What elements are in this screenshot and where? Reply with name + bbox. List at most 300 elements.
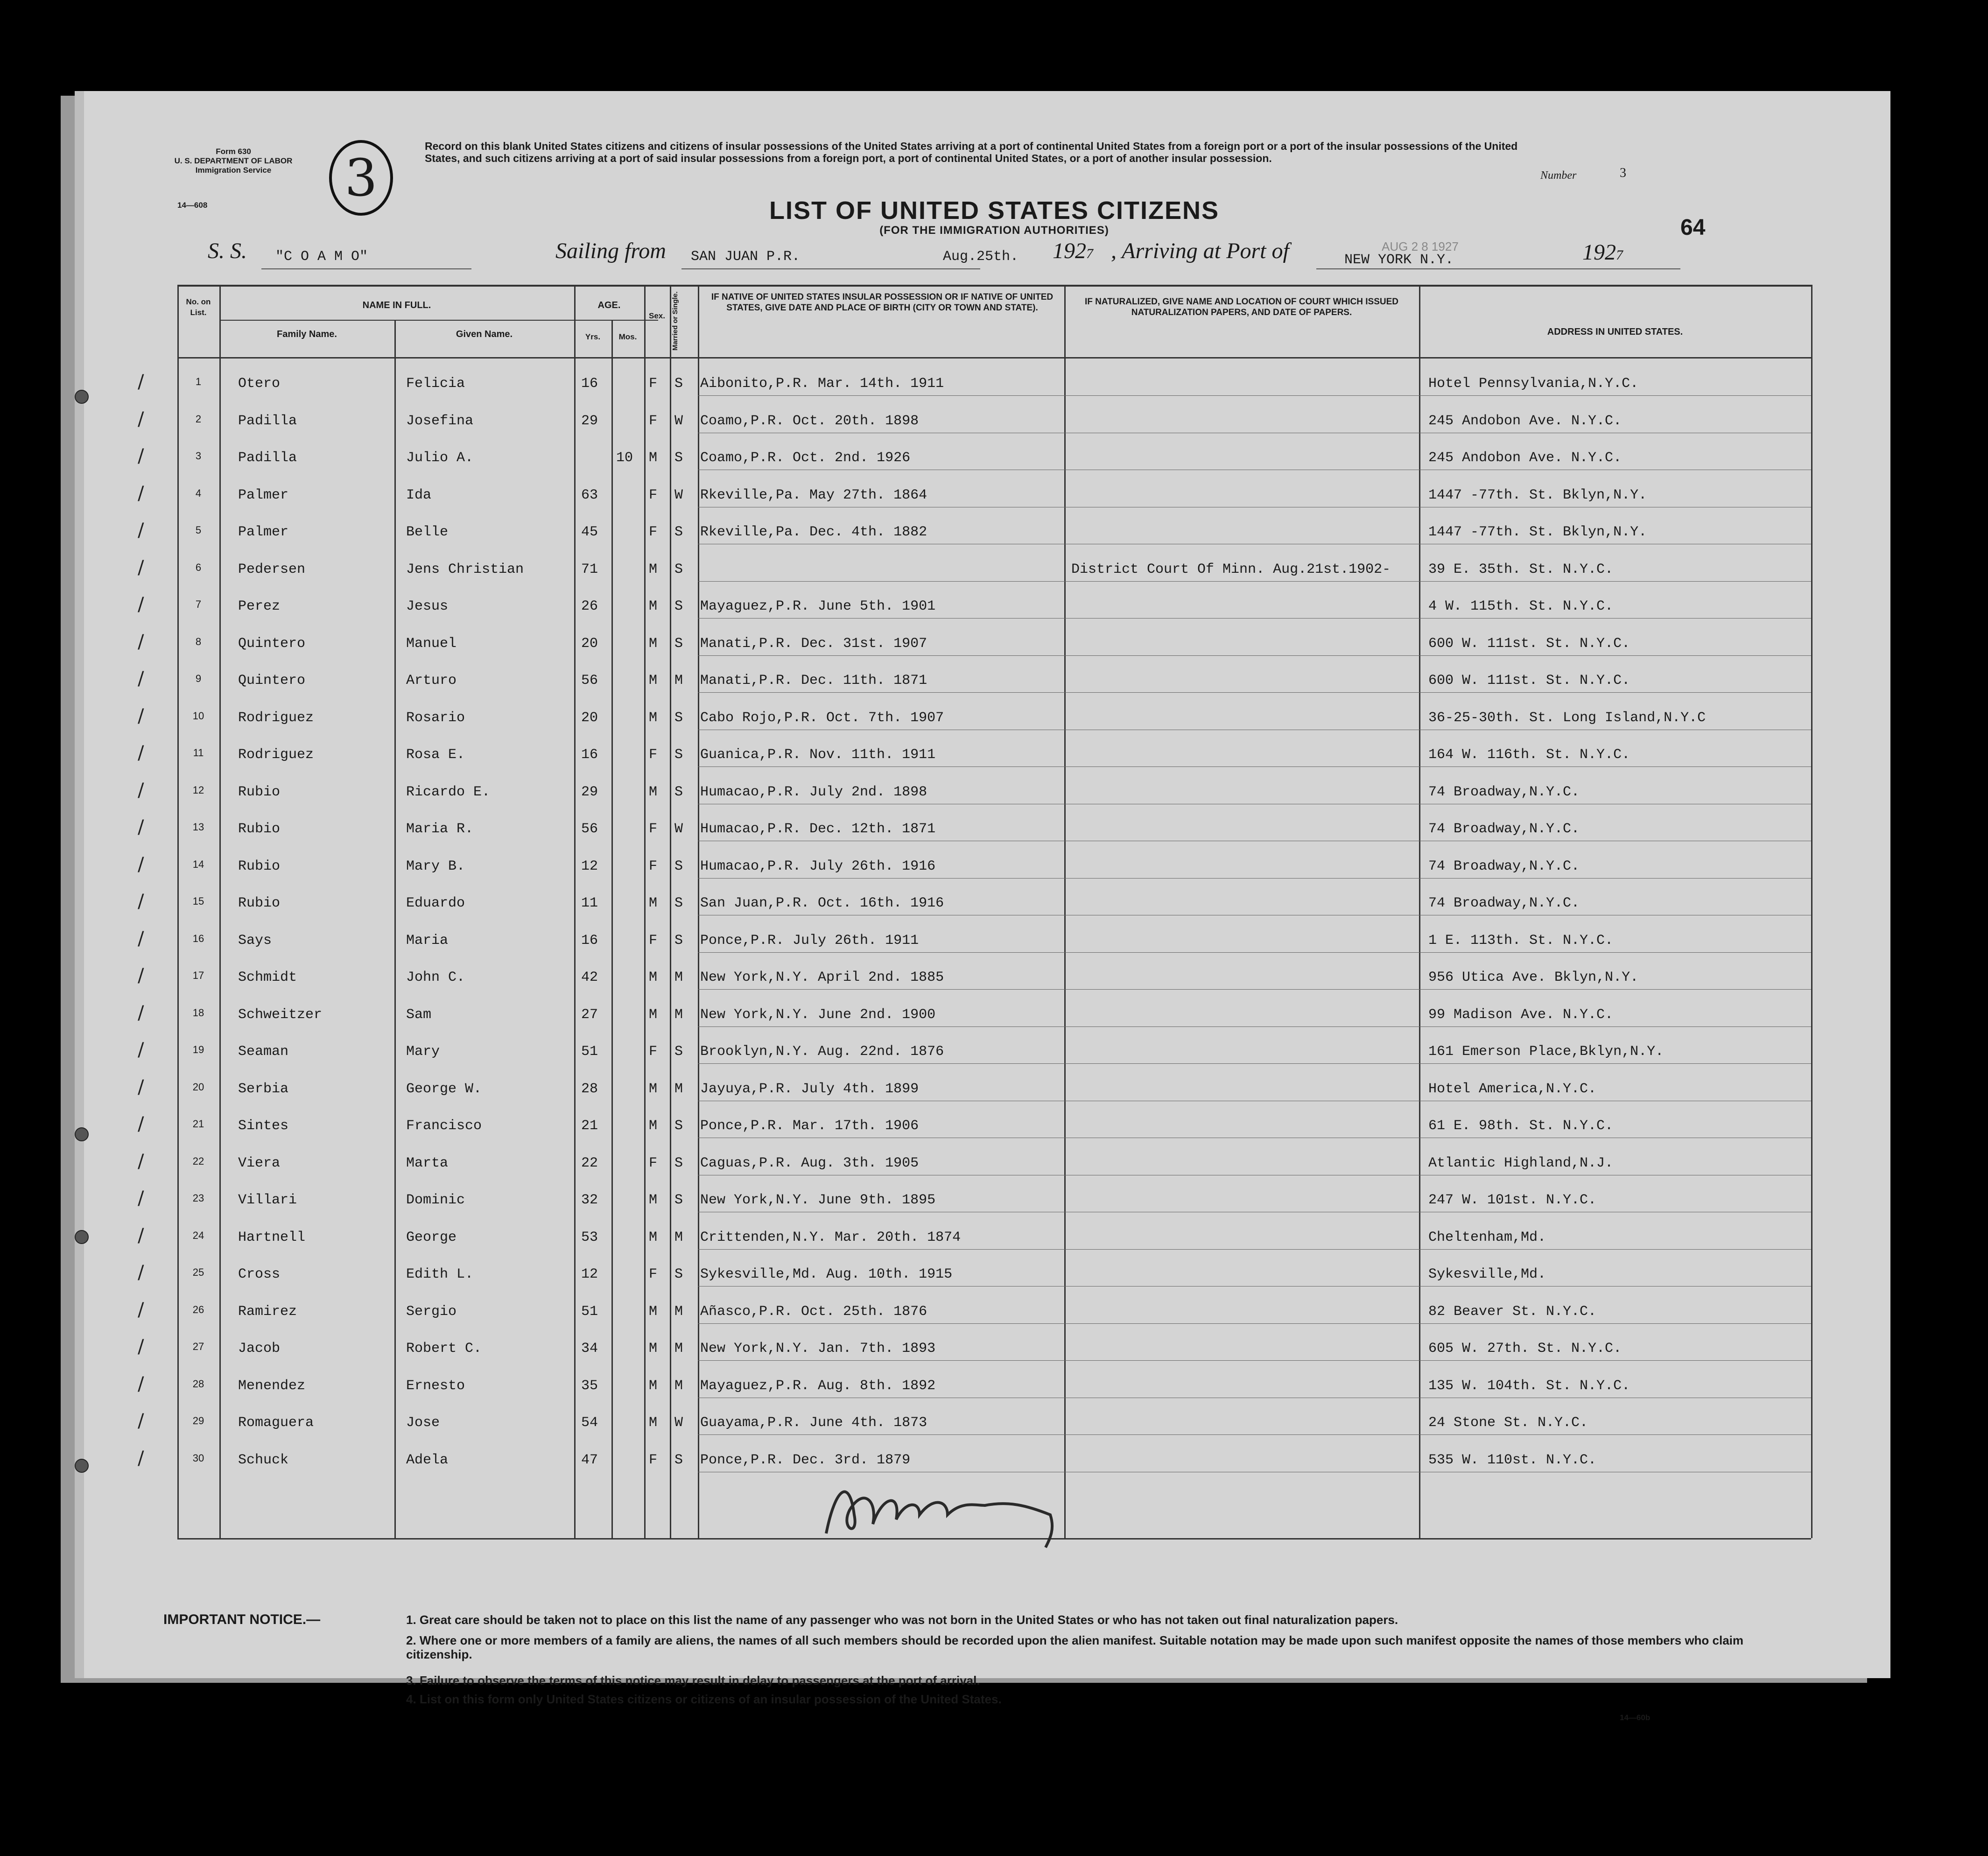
cell-family: Padilla: [238, 450, 297, 466]
cell-given: Maria R.: [406, 821, 474, 837]
cell-ms: S: [674, 598, 683, 614]
cell-no: 1: [195, 376, 202, 387]
cell-addr: 161 Emerson Place,Bklyn,N.Y.: [1428, 1044, 1664, 1060]
ss-label: S. S.: [208, 239, 247, 263]
cell-addr: Sykesville,Md.: [1428, 1266, 1546, 1282]
cell-birth: Caguas,P.R. Aug. 3th. 1905: [700, 1155, 919, 1171]
cell-birth: Aibonito,P.R. Mar. 14th. 1911: [700, 376, 944, 392]
cell-addr: 956 Utica Ave. Bklyn,N.Y.: [1428, 970, 1639, 985]
row-rule: [698, 1249, 1811, 1250]
cell-addr: 247 W. 101st. N.Y.C.: [1428, 1192, 1597, 1208]
check-mark-icon: /: [138, 1299, 144, 1321]
cell-family: Rubio: [238, 858, 281, 874]
cell-no: 2: [195, 413, 202, 425]
cell-birth: Mayaguez,P.R. Aug. 8th. 1892: [700, 1378, 936, 1394]
cell-ms: M: [674, 1341, 683, 1357]
cell-yrs: 26: [581, 598, 598, 614]
cell-given: Arturo: [406, 673, 457, 689]
cell-sex: F: [649, 1452, 658, 1468]
cell-ms: S: [674, 450, 683, 466]
cell-addr: 245 Andobon Ave. N.Y.C.: [1428, 450, 1622, 466]
cell-yrs: 53: [581, 1229, 598, 1245]
cell-family: Schmidt: [238, 970, 297, 985]
cell-family: Quintero: [238, 673, 306, 689]
check-mark-icon: /: [138, 1336, 144, 1357]
row-rule: [698, 1434, 1811, 1435]
cell-yrs: 22: [581, 1155, 598, 1171]
row-rule: [698, 581, 1811, 582]
cell-ms: W: [674, 413, 683, 429]
cell-given: Felicia: [406, 376, 465, 392]
cell-given: Manuel: [406, 635, 457, 652]
cell-ms: S: [674, 635, 683, 652]
cell-given: Mary B.: [406, 858, 465, 874]
cell-yrs: 21: [581, 1118, 598, 1134]
cell-no: 20: [192, 1081, 204, 1093]
cell-family: Seaman: [238, 1044, 289, 1060]
cell-sex: F: [649, 376, 658, 392]
cell-family: Palmer: [238, 487, 289, 503]
cell-birth: New York,N.Y. June 2nd. 1900: [700, 1006, 936, 1023]
cell-addr: 600 W. 111st. St. N.Y.C.: [1428, 673, 1630, 689]
cell-no: 4: [195, 487, 202, 499]
cell-sex: M: [649, 561, 658, 577]
row-rule: [698, 878, 1811, 879]
check-mark-icon: /: [138, 705, 144, 727]
check-mark-icon: /: [138, 928, 144, 949]
cell-yrs: 11: [581, 895, 598, 911]
cell-birth: Guanica,P.R. Nov. 11th. 1911: [700, 747, 936, 763]
row-rule: [698, 1323, 1811, 1324]
cell-sex: M: [649, 1378, 658, 1394]
cell-family: Perez: [238, 598, 281, 614]
col-name-in-full: NAME IN FULL.: [362, 300, 431, 310]
cell-addr: Hotel Pennsylvania,N.Y.C.: [1428, 376, 1639, 392]
sailing-date: Aug.25th.: [943, 249, 1019, 265]
cell-no: 25: [192, 1266, 204, 1278]
check-mark-icon: /: [138, 1113, 144, 1135]
notice-heading: IMPORTANT NOTICE.—: [163, 1612, 321, 1627]
cell-birth: Coamo,P.R. Oct. 2nd. 1926: [700, 450, 911, 466]
cell-family: Ramirez: [238, 1303, 297, 1320]
cell-birth: Jayuya,P.R. July 4th. 1899: [700, 1081, 919, 1097]
row-rule: [698, 1286, 1811, 1287]
cell-sex: M: [649, 673, 658, 689]
cell-yrs: 63: [581, 487, 598, 503]
sailing-year: 1927: [1053, 239, 1093, 263]
row-rule: [698, 395, 1811, 396]
cell-no: 21: [192, 1118, 204, 1130]
check-mark-icon: /: [138, 556, 144, 578]
cell-given: Adela: [406, 1452, 449, 1468]
cell-given: Jens Christian: [406, 561, 524, 577]
cell-ms: M: [674, 1303, 683, 1320]
cell-family: Rubio: [238, 821, 281, 837]
cell-ms: M: [674, 1081, 683, 1097]
cell-ms: S: [674, 561, 683, 577]
cell-given: Ida: [406, 487, 432, 503]
cell-ms: S: [674, 1044, 683, 1060]
binder-hole: [75, 390, 89, 404]
record-instructions: Record on this blank United States citizens and citizens of insular possessions of the United States arriving at a port of continental United States from a foreign port or a port of the insular possessions of the United States, and such citizens arriving at a port of said insular possessions from a foreign port, a port of continental United States, or a port of another insular possession.: [425, 140, 1518, 164]
cell-given: Francisco: [406, 1118, 482, 1134]
cell-ms: S: [674, 747, 683, 763]
cell-given: George W.: [406, 1081, 482, 1097]
notice-item-1: 1. Great care should be taken not to place on this list the name of any passenger who was not born in the United States or who has not taken out final naturalization papers.: [406, 1613, 1398, 1627]
page-number: 64: [1680, 215, 1706, 240]
cell-sex: M: [649, 1303, 658, 1320]
cell-no: 17: [192, 970, 204, 981]
signature-mark: [808, 1459, 1088, 1552]
check-mark-icon: /: [138, 1039, 144, 1061]
circled-number: 3: [329, 140, 393, 216]
row-rule: [698, 1026, 1811, 1027]
cell-addr: 164 W. 116th. St. N.Y.C.: [1428, 747, 1630, 763]
cell-yrs: 51: [581, 1044, 598, 1060]
cell-addr: 74 Broadway,N.Y.C.: [1428, 821, 1580, 837]
cell-sex: M: [649, 635, 658, 652]
col-given-name: Given Name.: [456, 329, 513, 339]
cell-sex: F: [649, 747, 658, 763]
row-rule: [698, 766, 1811, 767]
cell-birth: Manati,P.R. Dec. 31st. 1907: [700, 635, 927, 652]
cell-given: Maria: [406, 932, 449, 949]
cell-family: Romaguera: [238, 1415, 314, 1431]
check-mark-icon: /: [138, 1224, 144, 1246]
cell-addr: 1447 -77th. St. Bklyn,N.Y.: [1428, 487, 1647, 503]
cell-yrs: 35: [581, 1378, 598, 1394]
cell-addr: 1 E. 113th. St. N.Y.C.: [1428, 932, 1614, 949]
check-mark-icon: /: [138, 1188, 144, 1209]
cell-sex: M: [649, 1415, 658, 1431]
cell-no: 3: [195, 450, 202, 462]
cell-nat: District Court Of Minn. Aug.21st.1902-: [1071, 561, 1391, 577]
check-mark-icon: /: [138, 1076, 144, 1098]
cell-given: Jesus: [406, 598, 449, 614]
binder-hole: [75, 1230, 89, 1244]
cell-no: 6: [195, 561, 202, 573]
cell-family: Serbia: [238, 1081, 289, 1097]
footer-code: 14—60b: [1620, 1713, 1651, 1722]
arrival-port: NEW YORK N.Y.: [1344, 252, 1454, 268]
cell-family: Schweitzer: [238, 1006, 323, 1023]
cell-ms: S: [674, 784, 683, 800]
check-mark-icon: /: [138, 816, 144, 838]
cell-ms: S: [674, 376, 683, 392]
cell-family: Viera: [238, 1155, 281, 1171]
sailing-from: SAN JUAN P.R.: [691, 249, 801, 265]
cell-birth: Humacao,P.R. Dec. 12th. 1871: [700, 821, 936, 837]
cell-birth: Humacao,P.R. July 26th. 1916: [700, 858, 936, 874]
cell-yrs: 12: [581, 858, 598, 874]
row-rule: [698, 618, 1811, 619]
cell-given: Jose: [406, 1415, 440, 1431]
cell-birth: Crittenden,N.Y. Mar. 20th. 1874: [700, 1229, 961, 1245]
cell-sex: F: [649, 1155, 658, 1171]
cell-addr: 535 W. 110st. N.Y.C.: [1428, 1452, 1597, 1468]
cell-no: 16: [192, 932, 204, 944]
check-mark-icon: /: [138, 631, 144, 653]
cell-family: Villari: [238, 1192, 297, 1208]
col-no: No. on List.: [186, 297, 211, 317]
cell-given: George: [406, 1229, 457, 1245]
cell-family: Quintero: [238, 635, 306, 652]
cell-sex: M: [649, 710, 658, 726]
cell-yrs: 16: [581, 747, 598, 763]
cell-given: Mary: [406, 1044, 440, 1060]
page-title: LIST OF UNITED STATES CITIZENS: [769, 197, 1219, 225]
check-mark-icon: /: [138, 1002, 144, 1024]
cell-addr: 24 Stone St. N.Y.C.: [1428, 1415, 1588, 1431]
cell-given: Robert C.: [406, 1341, 482, 1357]
cell-given: Dominic: [406, 1192, 465, 1208]
cell-addr: Atlantic Highland,N.J.: [1428, 1155, 1614, 1171]
check-mark-icon: /: [138, 594, 144, 615]
cell-given: Josefina: [406, 413, 474, 429]
check-mark-icon: /: [138, 742, 144, 764]
cell-ms: S: [674, 1155, 683, 1171]
form-number: Form 630: [216, 147, 251, 156]
cell-mos: 10: [616, 450, 633, 466]
cell-given: Sergio: [406, 1303, 457, 1320]
check-mark-icon: /: [138, 891, 144, 912]
cell-addr: 600 W. 111st. St. N.Y.C.: [1428, 635, 1630, 652]
cell-no: 8: [195, 635, 202, 647]
cell-yrs: 16: [581, 376, 598, 392]
cell-family: Menendez: [238, 1378, 306, 1394]
cell-birth: Sykesville,Md. Aug. 10th. 1915: [700, 1266, 953, 1282]
cell-ms: S: [674, 1118, 683, 1134]
col-address: ADDRESS IN UNITED STATES.: [1547, 327, 1683, 337]
row-rule: [698, 1360, 1811, 1361]
cell-given: John C.: [406, 970, 465, 985]
cell-birth: Humacao,P.R. July 2nd. 1898: [700, 784, 927, 800]
cell-given: Belle: [406, 524, 449, 540]
cell-birth: San Juan,P.R. Oct. 16th. 1916: [700, 895, 944, 911]
col-age: AGE.: [597, 300, 621, 310]
cell-birth: Ponce,P.R. July 26th. 1911: [700, 932, 919, 949]
cell-no: 30: [192, 1452, 204, 1464]
cell-birth: Brooklyn,N.Y. Aug. 22nd. 1876: [700, 1044, 944, 1060]
cell-no: 10: [192, 710, 204, 722]
page-subtitle: (FOR THE IMMIGRATION AUTHORITIES): [879, 224, 1109, 237]
cell-yrs: 45: [581, 524, 598, 540]
row-rule: [698, 952, 1811, 953]
cell-sex: M: [649, 1192, 658, 1208]
cell-ms: S: [674, 895, 683, 911]
cell-family: Rubio: [238, 895, 281, 911]
cell-birth: Rkeville,Pa. Dec. 4th. 1882: [700, 524, 927, 540]
cell-addr: 74 Broadway,N.Y.C.: [1428, 858, 1580, 874]
cell-sex: M: [649, 895, 658, 911]
row-rule: [698, 1063, 1811, 1064]
binder-hole: [75, 1127, 89, 1141]
cell-sex: F: [649, 932, 658, 949]
cell-no: 9: [195, 673, 202, 684]
cell-family: Rodriguez: [238, 747, 314, 763]
cell-no: 15: [192, 895, 204, 907]
manifest-sheet: [84, 91, 1890, 1722]
cell-yrs: 20: [581, 635, 598, 652]
cell-sex: F: [649, 858, 658, 874]
check-mark-icon: /: [138, 668, 144, 689]
cell-ms: M: [674, 970, 683, 985]
notice-item-2: 2. Where one or more members of a family are aliens, the names of all such members should be recorded upon the alien manifest. Suitable notation may be made upon such manifest opposite the names of those members who claim citizenship.: [406, 1633, 1744, 1661]
cell-no: 12: [192, 784, 204, 796]
cell-family: Says: [238, 932, 272, 949]
col-birth: IF NATIVE OF UNITED STATES INSULAR POSSESSION OR IF NATIVE OF UNITED STATES, GIVE DATE AND PLACE OF BIRTH (CITY OR TOWN AND STATE).: [711, 292, 1054, 313]
cell-sex: F: [649, 413, 658, 429]
cell-birth: New York,N.Y. April 2nd. 1885: [700, 970, 944, 985]
cell-ms: M: [674, 1378, 683, 1394]
cell-family: Schuck: [238, 1452, 289, 1468]
cell-birth: Ponce,P.R. Dec. 3rd. 1879: [700, 1452, 911, 1468]
cell-no: 27: [192, 1341, 204, 1352]
cell-family: Sintes: [238, 1118, 289, 1134]
cell-yrs: 42: [581, 970, 598, 985]
cell-family: Padilla: [238, 413, 297, 429]
cell-sex: F: [649, 487, 658, 503]
row-rule: [698, 655, 1811, 656]
cell-family: Rubio: [238, 784, 281, 800]
cell-family: Pedersen: [238, 561, 306, 577]
cell-yrs: 28: [581, 1081, 598, 1097]
cell-yrs: 47: [581, 1452, 598, 1468]
cell-no: 19: [192, 1044, 204, 1055]
cell-ms: S: [674, 1192, 683, 1208]
cell-given: Julio A.: [406, 450, 474, 466]
cell-ms: M: [674, 1229, 683, 1245]
cell-sex: M: [649, 970, 658, 985]
cell-no: 28: [192, 1378, 204, 1390]
cell-given: Rosa E.: [406, 747, 465, 763]
cell-given: Edith L.: [406, 1266, 474, 1282]
cell-addr: 605 W. 27th. St. N.Y.C.: [1428, 1341, 1622, 1357]
cell-addr: 39 E. 35th. St. N.Y.C.: [1428, 561, 1614, 577]
check-mark-icon: /: [138, 853, 144, 875]
cell-sex: M: [649, 1229, 658, 1245]
cell-birth: Ponce,P.R. Mar. 17th. 1906: [700, 1118, 919, 1134]
cell-no: 23: [192, 1192, 204, 1204]
check-mark-icon: /: [138, 779, 144, 801]
cell-family: Hartnell: [238, 1229, 306, 1245]
cell-addr: 36-25-30th. St. Long Island,N.Y.C: [1428, 710, 1706, 726]
check-mark-icon: /: [138, 482, 144, 504]
cell-yrs: 29: [581, 784, 598, 800]
cell-yrs: 27: [581, 1006, 598, 1023]
cell-yrs: 71: [581, 561, 598, 577]
cell-given: Ernesto: [406, 1378, 465, 1394]
cell-addr: 82 Beaver St. N.Y.C.: [1428, 1303, 1597, 1320]
service-name: Immigration Service: [195, 166, 272, 175]
cell-no: 5: [195, 524, 202, 536]
check-mark-icon: /: [138, 371, 144, 393]
cell-birth: Manati,P.R. Dec. 11th. 1871: [700, 673, 927, 689]
cell-sex: M: [649, 598, 658, 614]
arrival-year: 1927: [1582, 240, 1623, 265]
cell-ms: S: [674, 858, 683, 874]
col-sex: Sex.: [649, 311, 665, 320]
cell-yrs: 29: [581, 413, 598, 429]
cell-sex: M: [649, 784, 658, 800]
cell-sex: M: [649, 1118, 658, 1134]
cell-no: 13: [192, 821, 204, 833]
col-yrs: Yrs.: [585, 332, 601, 341]
cell-addr: 99 Madison Ave. N.Y.C.: [1428, 1006, 1614, 1023]
form-id-block: [154, 147, 313, 175]
cell-addr: 74 Broadway,N.Y.C.: [1428, 784, 1580, 800]
row-rule: [698, 692, 1811, 693]
date-stamp: AUG 2 8 1927: [1382, 239, 1459, 253]
col-married-single: Married or Single.: [671, 291, 679, 351]
cell-no: 29: [192, 1415, 204, 1427]
cell-ms: M: [674, 673, 683, 689]
cell-ms: S: [674, 1266, 683, 1282]
cell-addr: 74 Broadway,N.Y.C.: [1428, 895, 1580, 911]
cell-ms: M: [674, 1006, 683, 1023]
cell-sex: F: [649, 821, 658, 837]
check-mark-icon: /: [138, 445, 144, 467]
cell-given: Eduardo: [406, 895, 465, 911]
cell-birth: Rkeville,Pa. May 27th. 1864: [700, 487, 927, 503]
form-code: 14—608: [177, 201, 208, 210]
cell-birth: Guayama,P.R. June 4th. 1873: [700, 1415, 927, 1431]
cell-addr: Hotel America,N.Y.C.: [1428, 1081, 1597, 1097]
cell-yrs: 16: [581, 932, 598, 949]
cell-addr: Cheltenham,Md.: [1428, 1229, 1546, 1245]
check-mark-icon: /: [138, 1262, 144, 1283]
cell-ms: S: [674, 1452, 683, 1468]
cell-birth: Añasco,P.R. Oct. 25th. 1876: [700, 1303, 927, 1320]
cell-sex: F: [649, 1266, 658, 1282]
cell-birth: Cabo Rojo,P.R. Oct. 7th. 1907: [700, 710, 944, 726]
number-value: 3: [1620, 166, 1626, 180]
check-mark-icon: /: [138, 965, 144, 986]
cell-yrs: 34: [581, 1341, 598, 1357]
cell-given: Rosario: [406, 710, 465, 726]
number-label: Number: [1540, 169, 1577, 182]
row-rule: [698, 989, 1811, 990]
cell-birth: New York,N.Y. June 9th. 1895: [700, 1192, 936, 1208]
col-family-name: Family Name.: [277, 329, 337, 339]
department-name: U. S. DEPARTMENT OF LABOR: [174, 156, 293, 165]
cell-ms: S: [674, 524, 683, 540]
cell-addr: 61 E. 98th. St. N.Y.C.: [1428, 1118, 1614, 1134]
cell-birth: New York,N.Y. Jan. 7th. 1893: [700, 1341, 936, 1357]
cell-yrs: 12: [581, 1266, 598, 1282]
cell-ms: S: [674, 710, 683, 726]
check-mark-icon: /: [138, 408, 144, 430]
cell-yrs: 32: [581, 1192, 598, 1208]
cell-no: 11: [193, 747, 204, 759]
check-mark-icon: /: [138, 1447, 144, 1469]
check-mark-icon: /: [138, 1373, 144, 1395]
cell-ms: W: [674, 1415, 683, 1431]
col-mos: Mos.: [618, 332, 637, 341]
cell-ms: W: [674, 821, 683, 837]
cell-family: Rodriguez: [238, 710, 314, 726]
cell-yrs: 54: [581, 1415, 598, 1431]
cell-family: Otero: [238, 376, 281, 392]
arriving-label: , Arriving at Port of: [1111, 239, 1289, 263]
cell-no: 22: [192, 1155, 204, 1167]
cell-ms: S: [674, 932, 683, 949]
check-mark-icon: /: [138, 520, 144, 541]
cell-sex: F: [649, 1044, 658, 1060]
cell-sex: M: [649, 1081, 658, 1097]
cell-addr: 4 W. 115th. St. N.Y.C.: [1428, 598, 1614, 614]
cell-given: Ricardo E.: [406, 784, 491, 800]
